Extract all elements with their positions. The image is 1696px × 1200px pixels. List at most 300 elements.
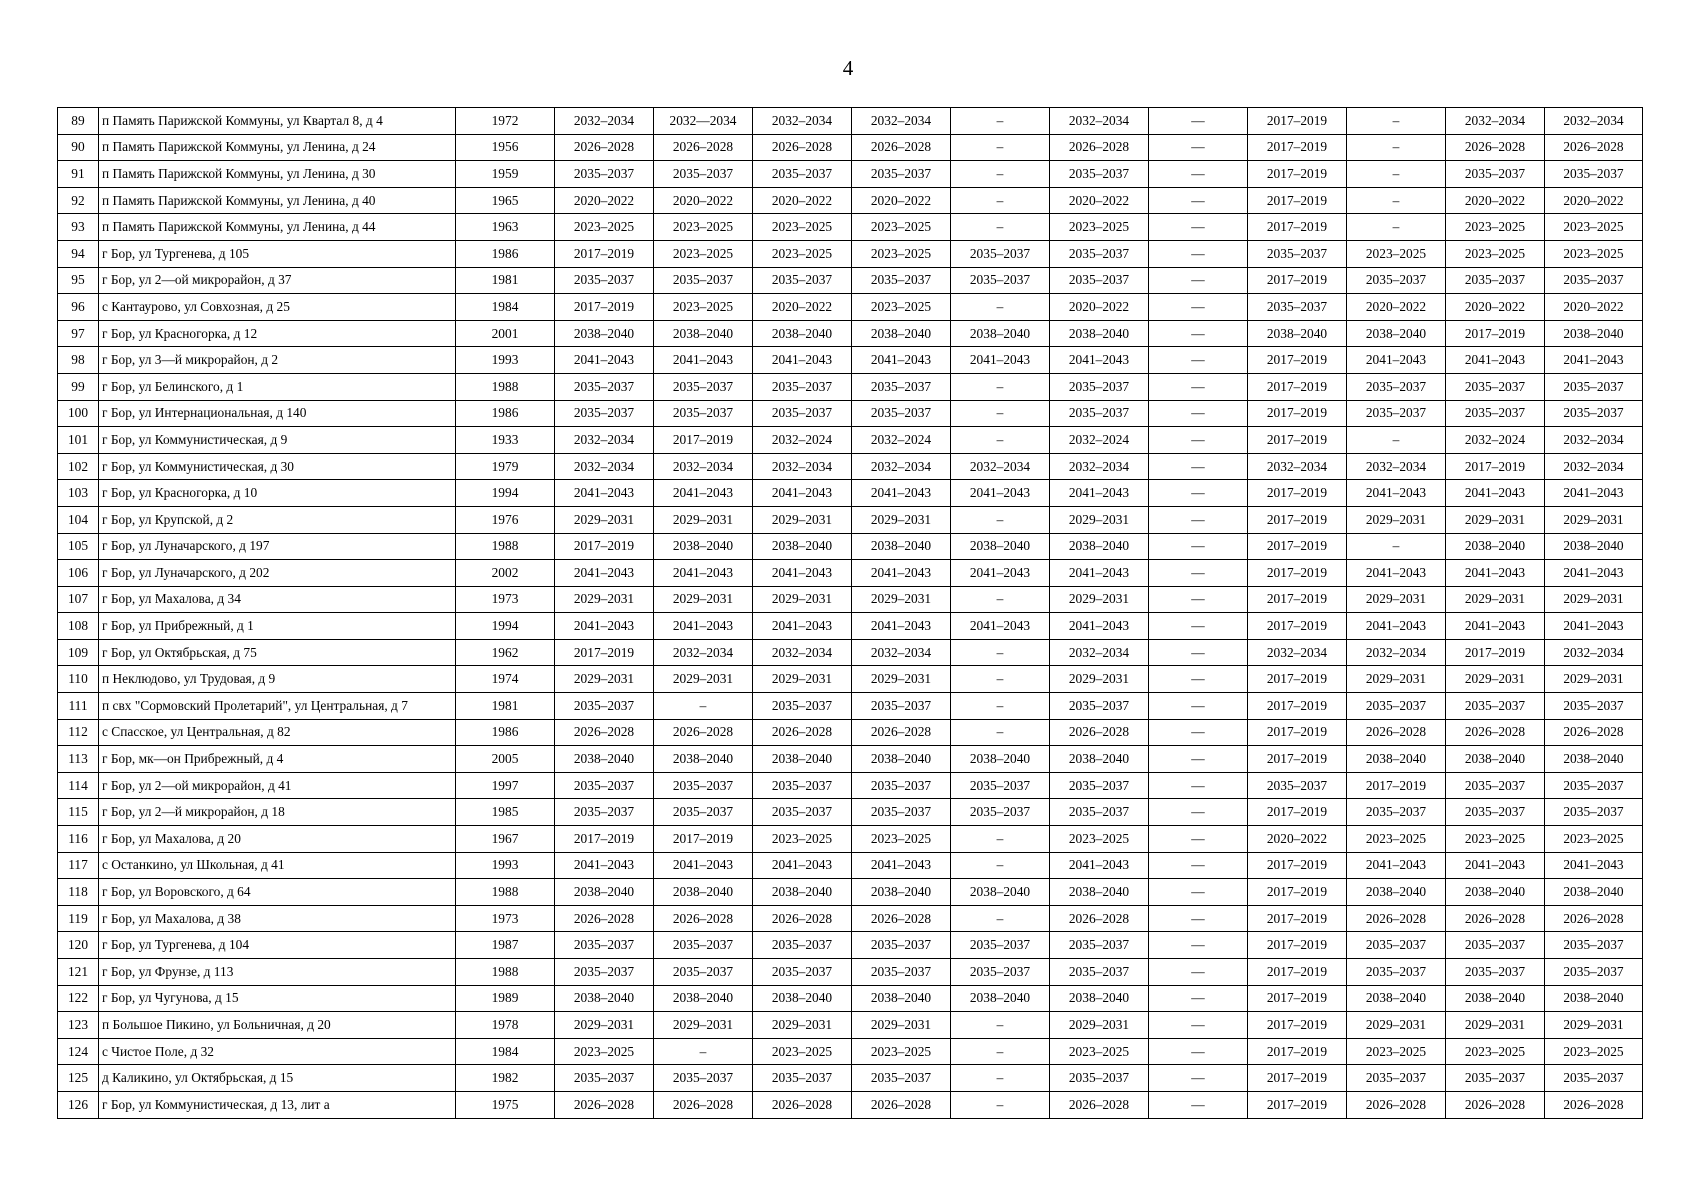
period-cell: 2035–2037	[1545, 1065, 1643, 1092]
period-cell: 2041–2043	[1050, 852, 1149, 879]
period-cell: 2032–2034	[753, 453, 852, 480]
period-cell: 2041–2043	[555, 852, 654, 879]
period-cell: –	[1347, 108, 1446, 135]
period-cell: –	[951, 693, 1050, 720]
period-cell: —	[1149, 320, 1248, 347]
table-row	[58, 879, 1643, 906]
address-cell: с Останкино, ул Школьная, д 41	[99, 852, 456, 879]
period-cell: 2035–2037	[852, 161, 951, 188]
period-cell: 2020–2022	[654, 187, 753, 214]
period-cell: –	[654, 1038, 753, 1065]
period-cell: 2041–2043	[1347, 560, 1446, 587]
year-cell: 1994	[456, 480, 555, 507]
period-cell: 2035–2037	[1050, 772, 1149, 799]
period-cell: 2032–2034	[1545, 453, 1643, 480]
address-cell: г Бор, ул Тургенева, д 105	[99, 240, 456, 267]
period-cell: 2041–2043	[1050, 480, 1149, 507]
period-cell: 2038–2040	[1050, 320, 1149, 347]
period-cell: 2038–2040	[1347, 879, 1446, 906]
period-cell: —	[1149, 427, 1248, 454]
period-cell: –	[951, 506, 1050, 533]
year-cell: 1989	[456, 985, 555, 1012]
period-cell: 2023–2025	[654, 294, 753, 321]
row-number-cell: 110	[58, 666, 99, 693]
table-row	[58, 320, 1643, 347]
table-row	[58, 905, 1643, 932]
year-cell: 1973	[456, 905, 555, 932]
period-cell: 2029–2031	[555, 666, 654, 693]
period-cell: 2026–2028	[753, 719, 852, 746]
period-cell: 2035–2037	[1545, 799, 1643, 826]
row-number-cell: 93	[58, 214, 99, 241]
table-row	[58, 959, 1643, 986]
period-cell: 2038–2040	[1347, 320, 1446, 347]
row-number-cell: 99	[58, 373, 99, 400]
address-cell: г Бор, ул Красногорка, д 12	[99, 320, 456, 347]
address-cell: г Бор, ул Тургенева, д 104	[99, 932, 456, 959]
period-cell: 2038–2040	[555, 746, 654, 773]
period-cell: 2035–2037	[555, 267, 654, 294]
period-cell: 2020–2022	[1446, 294, 1545, 321]
period-cell: 2020–2022	[1446, 187, 1545, 214]
year-cell: 1984	[456, 1038, 555, 1065]
period-cell: 2032–2034	[654, 453, 753, 480]
year-cell: 2001	[456, 320, 555, 347]
row-number-cell: 109	[58, 639, 99, 666]
year-cell: 1972	[456, 108, 555, 135]
period-cell: 2035–2037	[753, 373, 852, 400]
period-cell: 2035–2037	[852, 772, 951, 799]
period-cell: –	[1347, 161, 1446, 188]
period-cell: —	[1149, 666, 1248, 693]
period-cell: 2032—2034	[654, 108, 753, 135]
year-cell: 1981	[456, 267, 555, 294]
table-row	[58, 746, 1643, 773]
row-number-cell: 123	[58, 1012, 99, 1039]
period-cell: –	[951, 187, 1050, 214]
period-cell: 2023–2025	[753, 214, 852, 241]
period-cell: 2038–2040	[951, 746, 1050, 773]
table-row	[58, 639, 1643, 666]
period-cell: 2017–2019	[1248, 985, 1347, 1012]
period-cell: 2029–2031	[852, 666, 951, 693]
period-cell: —	[1149, 985, 1248, 1012]
period-cell: 2035–2037	[852, 267, 951, 294]
table-row	[58, 134, 1643, 161]
period-cell: 2026–2028	[1446, 719, 1545, 746]
address-cell: п Память Парижской Коммуны, ул Ленина, д 30	[99, 161, 456, 188]
period-cell: 2041–2043	[852, 560, 951, 587]
period-cell: 2038–2040	[654, 879, 753, 906]
period-cell: —	[1149, 905, 1248, 932]
table-row	[58, 294, 1643, 321]
period-cell: 2035–2037	[852, 1065, 951, 1092]
period-cell: 2035–2037	[555, 959, 654, 986]
period-cell: 2017–2019	[1248, 533, 1347, 560]
table-row	[58, 427, 1643, 454]
period-cell: 2026–2028	[1347, 905, 1446, 932]
period-cell: 2026–2028	[1050, 719, 1149, 746]
period-cell: 2035–2037	[1248, 240, 1347, 267]
year-cell: 1986	[456, 240, 555, 267]
row-number-cell: 94	[58, 240, 99, 267]
period-cell: 2026–2028	[1446, 905, 1545, 932]
period-cell: 2029–2031	[753, 506, 852, 533]
year-cell: 1997	[456, 772, 555, 799]
period-cell: 2035–2037	[1347, 932, 1446, 959]
row-number-cell: 100	[58, 400, 99, 427]
period-cell: 2017–2019	[1248, 959, 1347, 986]
period-cell: 2035–2037	[1347, 799, 1446, 826]
table-row	[58, 799, 1643, 826]
address-cell: п свх "Сормовский Пролетарий", ул Центральная, д 7	[99, 693, 456, 720]
period-cell: 2029–2031	[1545, 586, 1643, 613]
period-cell: 2020–2022	[1347, 294, 1446, 321]
period-cell: 2035–2037	[753, 1065, 852, 1092]
period-cell: 2035–2037	[951, 240, 1050, 267]
period-cell: 2032–2034	[1050, 453, 1149, 480]
period-cell: 2029–2031	[555, 1012, 654, 1039]
period-cell: 2017–2019	[555, 826, 654, 853]
period-cell: —	[1149, 586, 1248, 613]
period-cell: 2038–2040	[1545, 985, 1643, 1012]
period-cell: –	[951, 294, 1050, 321]
table-row	[58, 1065, 1643, 1092]
period-cell: 2038–2040	[555, 320, 654, 347]
period-cell: 2023–2025	[1050, 826, 1149, 853]
address-cell: г Бор, ул Махалова, д 38	[99, 905, 456, 932]
period-cell: 2035–2037	[753, 772, 852, 799]
period-cell: 2032–2034	[852, 453, 951, 480]
year-cell: 1967	[456, 826, 555, 853]
period-cell: 2032–2034	[1347, 453, 1446, 480]
period-cell: 2017–2019	[1446, 320, 1545, 347]
period-cell: 2038–2040	[1446, 533, 1545, 560]
address-cell: г Бор, ул Красногорка, д 10	[99, 480, 456, 507]
period-cell: 2017–2019	[1248, 373, 1347, 400]
period-cell: –	[1347, 187, 1446, 214]
period-cell: —	[1149, 746, 1248, 773]
period-cell: 2026–2028	[654, 905, 753, 932]
period-cell: 2038–2040	[753, 879, 852, 906]
period-cell: —	[1149, 108, 1248, 135]
period-cell: 2029–2031	[654, 506, 753, 533]
period-cell: 2029–2031	[753, 1012, 852, 1039]
period-cell: 2017–2019	[1248, 852, 1347, 879]
address-cell: п Неклюдово, ул Трудовая, д 9	[99, 666, 456, 693]
period-cell: 2032–2034	[951, 453, 1050, 480]
period-cell: 2035–2037	[1446, 693, 1545, 720]
period-cell: 2023–2025	[753, 240, 852, 267]
period-cell: 2017–2019	[1248, 214, 1347, 241]
table-row	[58, 480, 1643, 507]
period-cell: 2035–2037	[1050, 799, 1149, 826]
row-number-cell: 106	[58, 560, 99, 587]
row-number-cell: 105	[58, 533, 99, 560]
period-cell: 2041–2043	[1545, 613, 1643, 640]
year-cell: 1986	[456, 719, 555, 746]
period-cell: –	[951, 400, 1050, 427]
period-cell: 2020–2022	[1050, 187, 1149, 214]
period-cell: 2035–2037	[1446, 400, 1545, 427]
period-cell: 2017–2019	[1248, 799, 1347, 826]
period-cell: 2038–2040	[654, 985, 753, 1012]
period-cell: 2017–2019	[555, 294, 654, 321]
period-cell: —	[1149, 373, 1248, 400]
period-cell: 2032–2034	[753, 108, 852, 135]
year-cell: 1984	[456, 294, 555, 321]
row-number-cell: 125	[58, 1065, 99, 1092]
period-cell: —	[1149, 187, 1248, 214]
period-cell: 2041–2043	[753, 852, 852, 879]
period-cell: 2017–2019	[1248, 879, 1347, 906]
row-number-cell: 120	[58, 932, 99, 959]
period-cell: 2020–2022	[1545, 187, 1643, 214]
period-cell: 2041–2043	[753, 347, 852, 374]
row-number-cell: 115	[58, 799, 99, 826]
period-cell: 2035–2037	[654, 799, 753, 826]
period-cell: 2029–2031	[654, 586, 753, 613]
period-cell: 2035–2037	[1446, 959, 1545, 986]
period-cell: 2026–2028	[852, 1091, 951, 1118]
period-cell: 2041–2043	[654, 613, 753, 640]
address-cell: п Память Парижской Коммуны, ул Ленина, д 44	[99, 214, 456, 241]
period-cell: 2026–2028	[1545, 134, 1643, 161]
period-cell: 2035–2037	[951, 799, 1050, 826]
period-cell: 2023–2025	[1446, 214, 1545, 241]
period-cell: 2035–2037	[1050, 932, 1149, 959]
period-cell: 2017–2019	[1248, 400, 1347, 427]
period-cell: 2017–2019	[1248, 586, 1347, 613]
period-cell: 2017–2019	[1248, 560, 1347, 587]
period-cell: 2041–2043	[753, 613, 852, 640]
period-cell: 2023–2025	[1446, 1038, 1545, 1065]
period-cell: 2038–2040	[654, 533, 753, 560]
row-number-cell: 89	[58, 108, 99, 135]
period-cell: –	[951, 427, 1050, 454]
period-cell: 2026–2028	[1446, 134, 1545, 161]
period-cell: 2023–2025	[1545, 214, 1643, 241]
period-cell: —	[1149, 506, 1248, 533]
row-number-cell: 119	[58, 905, 99, 932]
period-cell: 2041–2043	[1545, 480, 1643, 507]
period-cell: 2023–2025	[1545, 826, 1643, 853]
period-cell: 2041–2043	[951, 613, 1050, 640]
address-cell: г Бор, ул Луначарского, д 197	[99, 533, 456, 560]
row-number-cell: 124	[58, 1038, 99, 1065]
period-cell: 2023–2025	[852, 214, 951, 241]
period-cell: 2035–2037	[753, 932, 852, 959]
address-cell: г Бор, ул Коммунистическая, д 9	[99, 427, 456, 454]
period-cell: 2032–2034	[1545, 639, 1643, 666]
period-cell: 2035–2037	[1347, 373, 1446, 400]
period-cell: 2041–2043	[654, 480, 753, 507]
period-cell: 2026–2028	[555, 1091, 654, 1118]
period-cell: 2017–2019	[1248, 746, 1347, 773]
period-cell: 2032–2034	[654, 639, 753, 666]
period-cell: 2032–2034	[1446, 108, 1545, 135]
table-row	[58, 560, 1643, 587]
period-cell: 2035–2037	[852, 373, 951, 400]
period-cell: 2038–2040	[1545, 746, 1643, 773]
period-cell: 2041–2043	[1347, 480, 1446, 507]
period-cell: 2041–2043	[852, 480, 951, 507]
period-cell: 2029–2031	[1545, 506, 1643, 533]
period-cell: 2026–2028	[1347, 719, 1446, 746]
table-row	[58, 373, 1643, 400]
period-cell: 2017–2019	[1248, 1065, 1347, 1092]
period-cell: 2041–2043	[1347, 613, 1446, 640]
period-cell: 2026–2028	[753, 905, 852, 932]
period-cell: 2035–2037	[654, 267, 753, 294]
period-cell: —	[1149, 826, 1248, 853]
period-cell: 2035–2037	[1545, 400, 1643, 427]
period-cell: 2035–2037	[654, 1065, 753, 1092]
period-cell: 2029–2031	[1347, 586, 1446, 613]
table-row	[58, 772, 1643, 799]
address-cell: г Бор, ул 3—й микрорайон, д 2	[99, 347, 456, 374]
period-cell: 2041–2043	[1545, 560, 1643, 587]
period-cell: –	[654, 693, 753, 720]
row-number-cell: 103	[58, 480, 99, 507]
period-cell: 2029–2031	[1446, 506, 1545, 533]
period-cell: –	[951, 1012, 1050, 1039]
period-cell: 2038–2040	[1347, 746, 1446, 773]
period-cell: —	[1149, 639, 1248, 666]
period-cell: 2029–2031	[1347, 506, 1446, 533]
period-cell: 2017–2019	[1248, 347, 1347, 374]
row-number-cell: 107	[58, 586, 99, 613]
period-cell: 2023–2025	[555, 1038, 654, 1065]
period-cell: 2038–2040	[852, 879, 951, 906]
period-cell: —	[1149, 400, 1248, 427]
address-cell: п Память Парижской Коммуны, ул Ленина, д 24	[99, 134, 456, 161]
period-cell: 2038–2040	[1050, 985, 1149, 1012]
period-cell: 2035–2037	[1248, 294, 1347, 321]
period-cell: 2017–2019	[1248, 480, 1347, 507]
period-cell: —	[1149, 852, 1248, 879]
period-cell: —	[1149, 772, 1248, 799]
period-cell: —	[1149, 959, 1248, 986]
period-cell: 2026–2028	[555, 719, 654, 746]
table-row	[58, 506, 1643, 533]
period-cell: 2035–2037	[1050, 373, 1149, 400]
period-cell: 2029–2031	[555, 586, 654, 613]
period-cell: 2035–2037	[753, 799, 852, 826]
period-cell: 2023–2025	[555, 214, 654, 241]
period-cell: 2038–2040	[951, 985, 1050, 1012]
period-cell: 2026–2028	[654, 134, 753, 161]
period-cell: 2032–2034	[852, 639, 951, 666]
period-cell: 2023–2025	[1545, 240, 1643, 267]
year-cell: 1979	[456, 453, 555, 480]
table-row	[58, 108, 1643, 135]
address-cell: п Память Парижской Коммуны, ул Ленина, д 40	[99, 187, 456, 214]
period-cell: 2035–2037	[852, 959, 951, 986]
table-row	[58, 187, 1643, 214]
address-cell: с Кантаурово, ул Совхозная, д 25	[99, 294, 456, 321]
period-cell: 2017–2019	[1248, 427, 1347, 454]
period-cell: 2017–2019	[1248, 613, 1347, 640]
period-cell: —	[1149, 161, 1248, 188]
period-cell: —	[1149, 1065, 1248, 1092]
year-cell: 1956	[456, 134, 555, 161]
period-cell: 2026–2028	[1545, 905, 1643, 932]
period-cell: 2026–2028	[555, 134, 654, 161]
period-cell: 2035–2037	[1446, 932, 1545, 959]
address-cell: п Большое Пикино, ул Больничная, д 20	[99, 1012, 456, 1039]
period-cell: 2023–2025	[852, 294, 951, 321]
year-cell: 1987	[456, 932, 555, 959]
row-number-cell: 126	[58, 1091, 99, 1118]
period-cell: 2035–2037	[753, 693, 852, 720]
period-cell: 2035–2037	[654, 400, 753, 427]
period-cell: 2026–2028	[852, 719, 951, 746]
period-cell: 2035–2037	[1347, 959, 1446, 986]
period-cell: 2029–2031	[1347, 666, 1446, 693]
period-cell: 2035–2037	[1347, 267, 1446, 294]
period-cell: 2032–2034	[1347, 639, 1446, 666]
period-cell: —	[1149, 347, 1248, 374]
address-cell: г Бор, ул Махалова, д 34	[99, 586, 456, 613]
period-cell: –	[951, 134, 1050, 161]
period-cell: 2035–2037	[1347, 1065, 1446, 1092]
row-number-cell: 90	[58, 134, 99, 161]
period-cell: 2029–2031	[1050, 586, 1149, 613]
period-cell: 2035–2037	[1446, 373, 1545, 400]
period-cell: 2035–2037	[753, 267, 852, 294]
period-cell: 2029–2031	[1446, 666, 1545, 693]
period-cell: 2035–2037	[1446, 267, 1545, 294]
period-cell: 2023–2025	[654, 240, 753, 267]
table-row	[58, 453, 1643, 480]
period-cell: 2035–2037	[654, 772, 753, 799]
row-number-cell: 104	[58, 506, 99, 533]
period-cell: 2038–2040	[753, 985, 852, 1012]
period-cell: 2041–2043	[1347, 347, 1446, 374]
period-cell: 2017–2019	[1248, 905, 1347, 932]
period-cell: 2041–2043	[852, 613, 951, 640]
period-cell: 2035–2037	[1050, 267, 1149, 294]
period-cell: 2035–2037	[555, 161, 654, 188]
period-cell: 2017–2019	[1446, 639, 1545, 666]
period-cell: 2017–2019	[654, 826, 753, 853]
period-cell: 2029–2031	[654, 1012, 753, 1039]
table-row	[58, 400, 1643, 427]
period-cell: 2026–2028	[1050, 1091, 1149, 1118]
year-cell: 1963	[456, 214, 555, 241]
year-cell: 1988	[456, 533, 555, 560]
period-cell: 2017–2019	[1248, 1012, 1347, 1039]
period-cell: 2041–2043	[654, 852, 753, 879]
period-cell: 2035–2037	[1248, 772, 1347, 799]
period-cell: 2017–2019	[1248, 932, 1347, 959]
period-cell: 2041–2043	[1050, 613, 1149, 640]
period-cell: —	[1149, 1038, 1248, 1065]
year-cell: 2002	[456, 560, 555, 587]
year-cell: 1975	[456, 1091, 555, 1118]
address-cell: д Каликино, ул Октябрьская, д 15	[99, 1065, 456, 1092]
period-cell: 2032–2034	[555, 427, 654, 454]
year-cell: 1978	[456, 1012, 555, 1039]
table-row	[58, 613, 1643, 640]
period-cell: 2038–2040	[555, 879, 654, 906]
period-cell: 2026–2028	[555, 905, 654, 932]
period-cell: —	[1149, 879, 1248, 906]
period-cell: 2041–2043	[555, 613, 654, 640]
period-cell: 2038–2040	[753, 533, 852, 560]
year-cell: 1988	[456, 959, 555, 986]
